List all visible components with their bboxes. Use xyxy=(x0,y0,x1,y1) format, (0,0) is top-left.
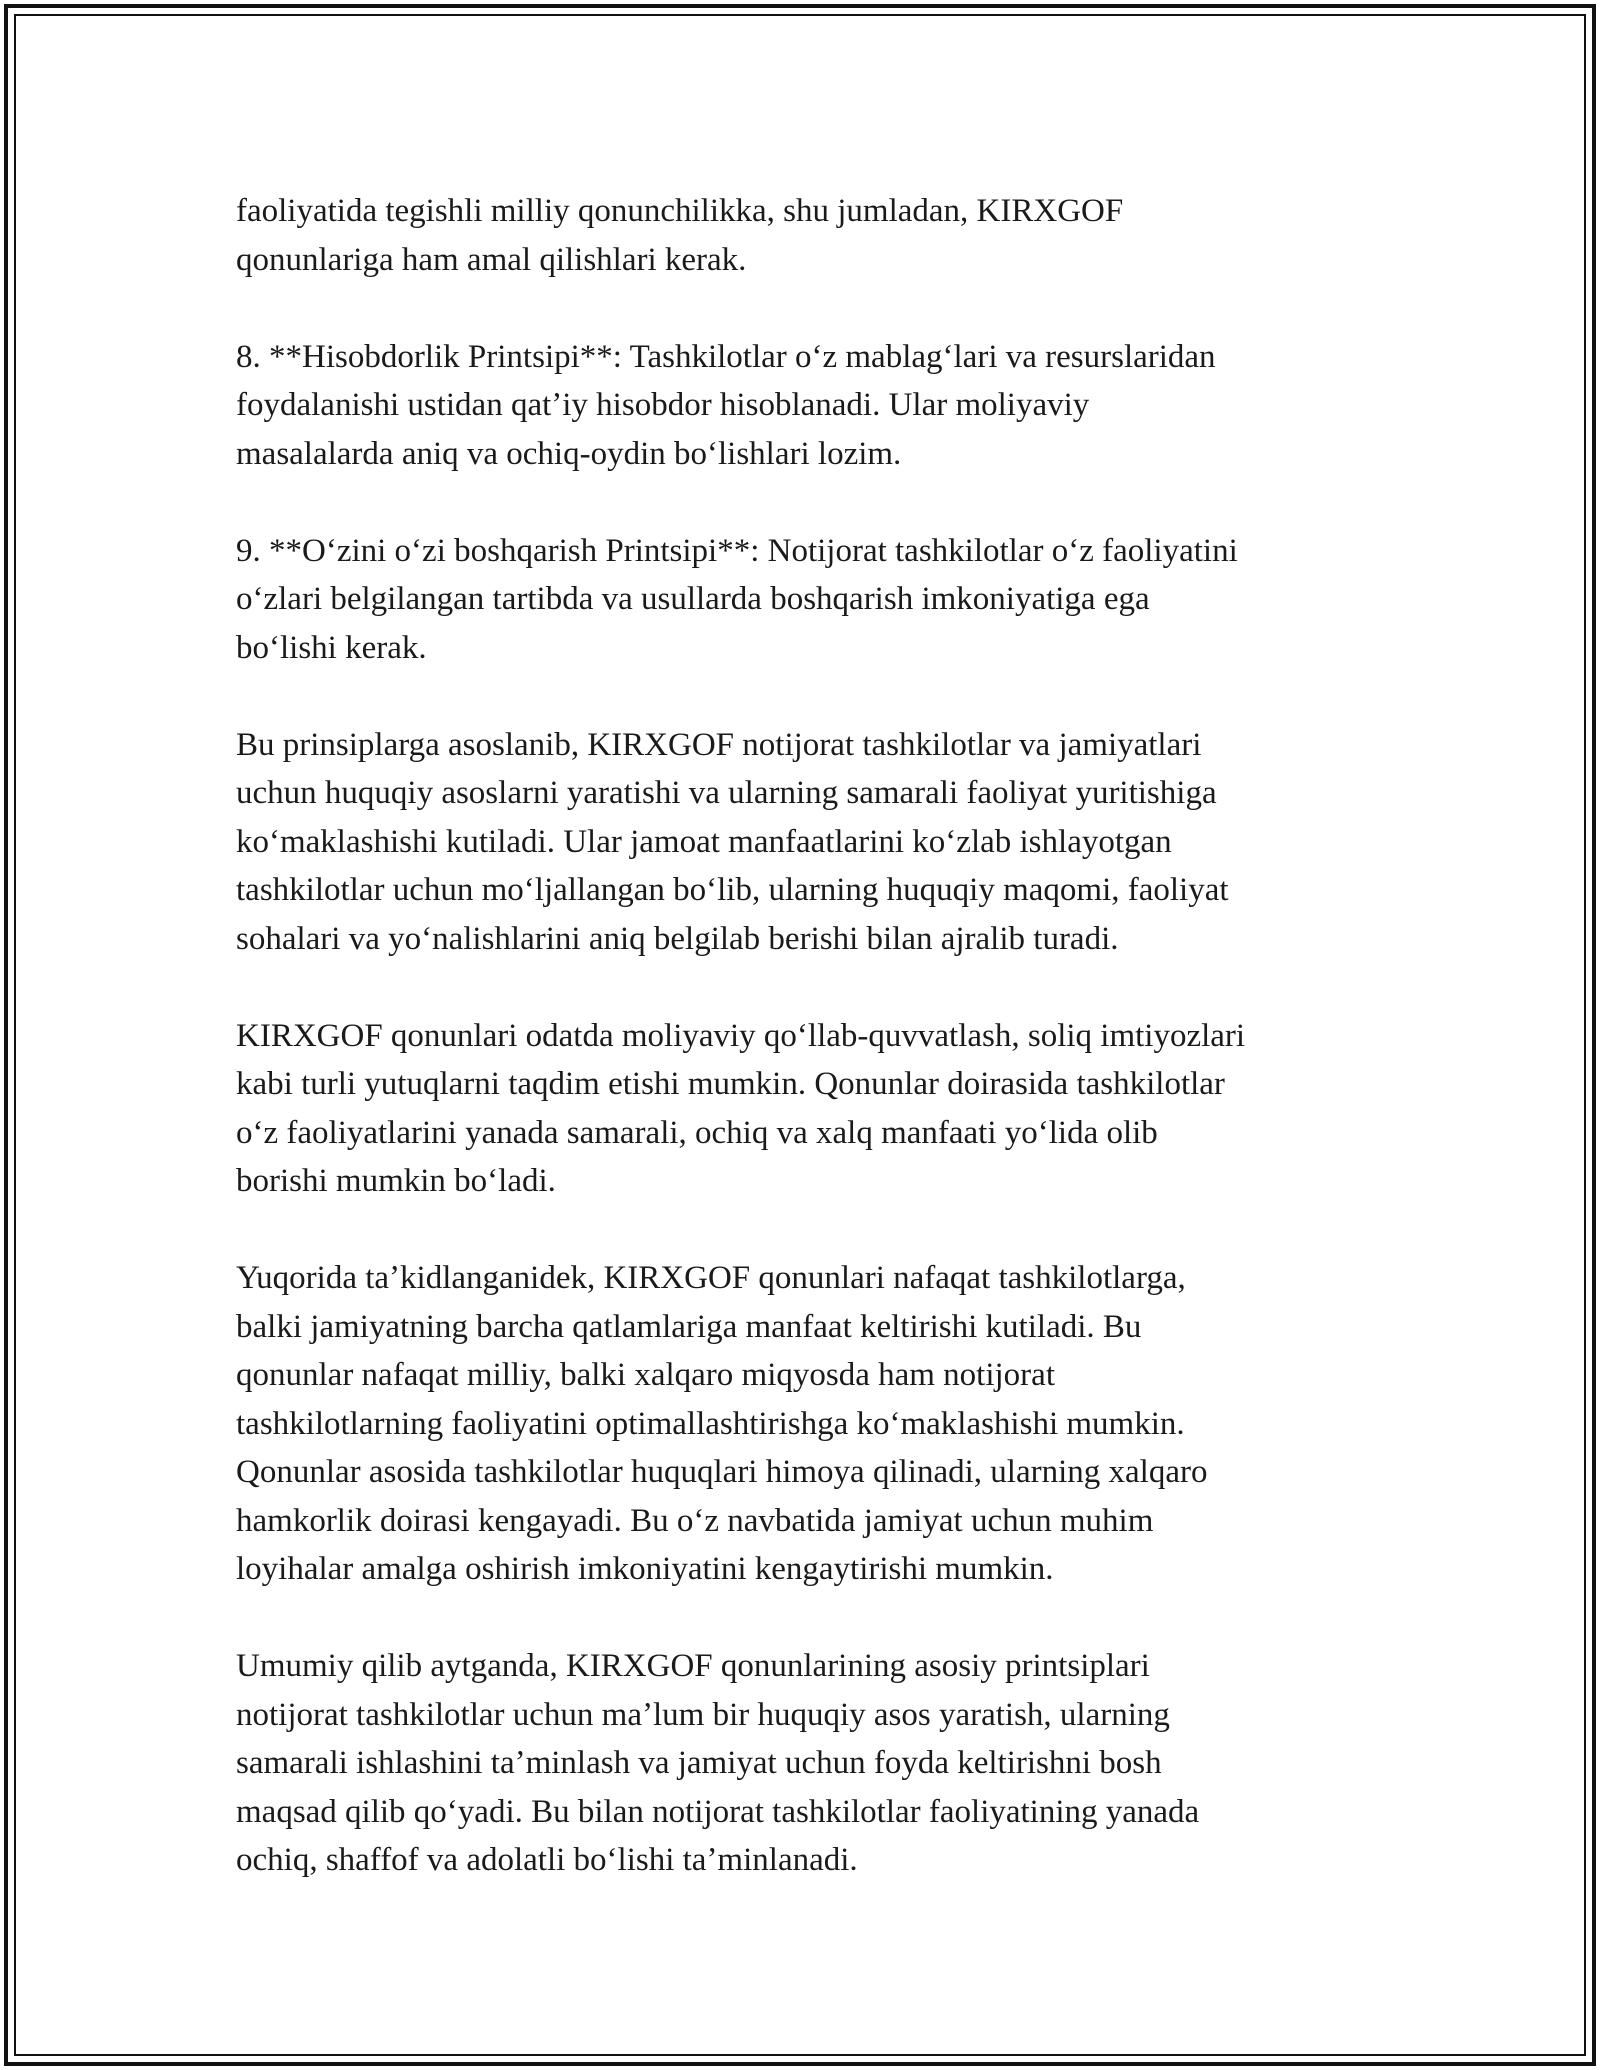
paragraph-society-benefits: Yuqorida taʼkidlanganidek, KIRXGOF qonunlari nafaqat tashkilotlarga, balki jamiyatning barcha qatlamlariga manfaat keltirishi kutiladi. Bu qonunlar nafaqat milliy, balki xalqaro miqyosda ham notijorat tashkilotlarning faoliyatini optimallashtirishga koʻmaklashishi mumkin. Qonunlar asosida tashkilotlar huquqlari himoya qilinadi, ularning xalqaro hamkorlik doirasi kengayadi. Bu oʻz navbatida jamiyat uchun muhim loyihalar amalga oshirish imkoniyatini kengaytirishi mumkin. xyxy=(236,1260,1208,1587)
document-body xyxy=(236,187,1386,1933)
paragraph-accountability-principle: 8. **Hisobdorlik Printsipi**: Tashkilotlar oʻz mablagʻlari va resurslaridan foydalanishi ustidan qatʼiy hisobdor hisoblanadi. Ular moliyaviy masalalarda aniq va ochiq-oydin boʻlishlari lozim. xyxy=(236,338,1216,472)
paragraph-law-benefits: KIRXGOF qonunlari odatda moliyaviy qoʻllab-quvvatlash, soliq imtiyozlari kabi turli yutuqlarni taqdim etishi mumkin. Qonunlar doirasida tashkilotlar oʻz faoliyatlarini yanada samarali, ochiq va xalq manfaati yoʻlida olib borishi mumkin boʻladi. xyxy=(236,1017,1246,1199)
paragraph-principles-basis: Bu prinsiplarga asoslanib, KIRXGOF notijorat tashkilotlar va jamiyatlari uchun huquqiy asoslarni yaratishi va ularning samarali faoliyat yuritishiga koʻmaklashishi kutiladi. Ular jamoat manfaatlarini koʻzlab ishlayotgan tashkilotlar uchun moʻljallangan boʻlib, ularning huquqiy maqomi, faoliyat sohalari va yoʻnalishlarini aniq belgilab berishi bilan ajralib turadi. xyxy=(236,726,1229,957)
paragraph-self-governance-principle: 9. **Oʻzini oʻzi boshqarish Printsipi**: Notijorat tashkilotlar oʻz faoliyatini oʻzlari belgilangan tartibda va usullarda boshqarish imkoniyatiga ega boʻlishi kerak. xyxy=(236,532,1238,666)
paragraph-continuation: faoliyatida tegishli milliy qonunchilikka, shu jumladan, KIRXGOF qonunlariga ham amal qilishlari kerak. xyxy=(236,193,1124,278)
paragraph-conclusion: Umumiy qilib aytganda, KIRXGOF qonunlarining asosiy printsiplari notijorat tashkilotlar uchun maʼlum bir huquqiy asos yaratish, ularning samarali ishlashini taʼminlash va jamiyat uchun foyda keltirishni bosh maqsad qilib qoʻyadi. Bu bilan notijorat tashkilotlar faoliyatining yanada ochiq, shaffof va adolatli boʻlishi taʼminlanadi. xyxy=(236,1648,1200,1878)
